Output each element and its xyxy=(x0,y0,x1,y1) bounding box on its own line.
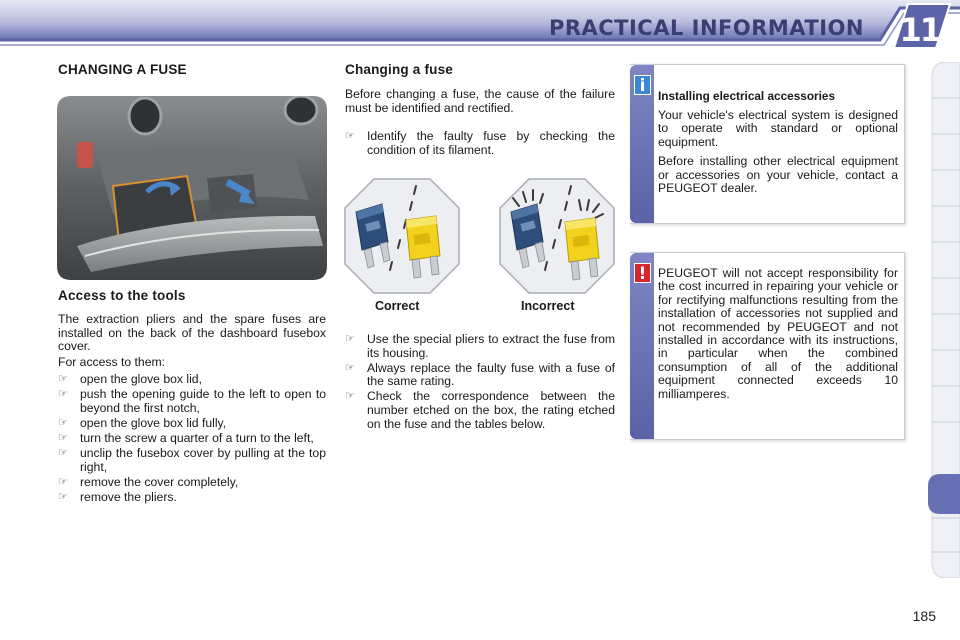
pointing-finger-icon: ☞ xyxy=(58,490,68,503)
section-title: PRACTICAL INFORMATION xyxy=(548,16,864,40)
list-item: ☞ turn the screw a quarter of a turn to the left, xyxy=(58,430,314,445)
list-item: ☞ remove the cover completely, xyxy=(58,474,239,489)
warning-box-body xyxy=(658,261,898,401)
identify-step-list xyxy=(345,130,615,159)
chapter-number: 11 xyxy=(899,11,940,49)
list-item: ☞ open the glove box lid, xyxy=(58,372,202,386)
info-box-body xyxy=(658,89,898,195)
info-box-paragraph: Before installing other electrical equipment or accessories on your vehicle, contact a PEUGEOT dealer. xyxy=(658,154,898,196)
list-item: ☞ Use the special pliers to extract the fuse from its housing. xyxy=(345,332,615,360)
list-item: ☞ Identify the faulty fuse by checking the condition of its filament. xyxy=(345,129,615,157)
pointing-finger-icon: ☞ xyxy=(58,373,68,385)
list-item: ☞ unclip the fusebox cover by pulling at the top right, xyxy=(58,445,326,474)
glove-box-fusebox-photo xyxy=(57,96,327,280)
list-item: ☞ Always replace the faulty fuse with a fuse of the same rating. xyxy=(345,360,615,389)
changing-fuse-heading: Changing a fuse xyxy=(345,62,454,77)
incorrect-fuse-diagram xyxy=(499,178,615,294)
tools-intro: The extraction pliers and the spare fuses are installed on the back of the dashboard fusebox cover. xyxy=(58,312,326,354)
list-item: ☞ remove the pliers. xyxy=(58,489,177,504)
chapter-thumb-tabs xyxy=(926,62,960,578)
list-item: ☞ open the glove box lid fully, xyxy=(58,415,227,430)
pointing-finger-icon: ☞ xyxy=(345,130,355,142)
warning-icon: ! xyxy=(634,263,651,283)
pointing-finger-icon: ☞ xyxy=(58,446,68,459)
warning-box-text: PEUGEOT will not accept responsibility for the cost incurred in repairing your vehicle or for rectifying malfunctions resulting from the installation of accessories not supplied and not recommended by PEUGEOT and not installed in accordance with its instructions, in particular when the combined consumption of all of the additional equipment connected exceeds 10 milliamperes. xyxy=(658,266,898,401)
pointing-finger-icon: ☞ xyxy=(58,388,68,401)
pointing-finger-icon: ☞ xyxy=(58,475,68,488)
info-icon: i xyxy=(634,75,651,95)
page-number: 185 xyxy=(912,608,936,624)
info-box-paragraph: Your vehicle's electrical system is designed to operate with standard or optional equipment. xyxy=(658,108,898,149)
pointing-finger-icon: ☞ xyxy=(345,361,355,374)
fuse-steps-list xyxy=(345,333,615,433)
pointing-finger-icon: ☞ xyxy=(58,431,68,444)
incorrect-caption: Incorrect xyxy=(521,299,575,313)
correct-caption: Correct xyxy=(375,299,420,313)
info-box xyxy=(630,64,905,224)
warning-box xyxy=(630,252,905,440)
pointing-finger-icon: ☞ xyxy=(58,416,68,429)
pointing-finger-icon: ☞ xyxy=(345,333,355,345)
access-intro: For access to them: xyxy=(58,355,166,369)
page-header xyxy=(0,0,960,52)
info-box-title: Installing electrical accessories xyxy=(658,89,836,103)
tools-heading: Access to the tools xyxy=(58,288,186,303)
pointing-finger-icon: ☞ xyxy=(345,390,355,403)
tools-steps-list xyxy=(58,373,326,506)
list-item: ☞ Check the correspondence between the number etched on the box, the rating etched on the fuse and the tables below. xyxy=(345,389,615,431)
list-item: ☞ push the opening guide to the left to open to beyond the first notch, xyxy=(58,387,326,415)
main-heading: CHANGING A FUSE xyxy=(58,62,187,77)
changing-fuse-intro: Before changing a fuse, the cause of the failure must be identified and rectified. xyxy=(345,87,615,115)
correct-fuse-diagram xyxy=(344,178,460,294)
